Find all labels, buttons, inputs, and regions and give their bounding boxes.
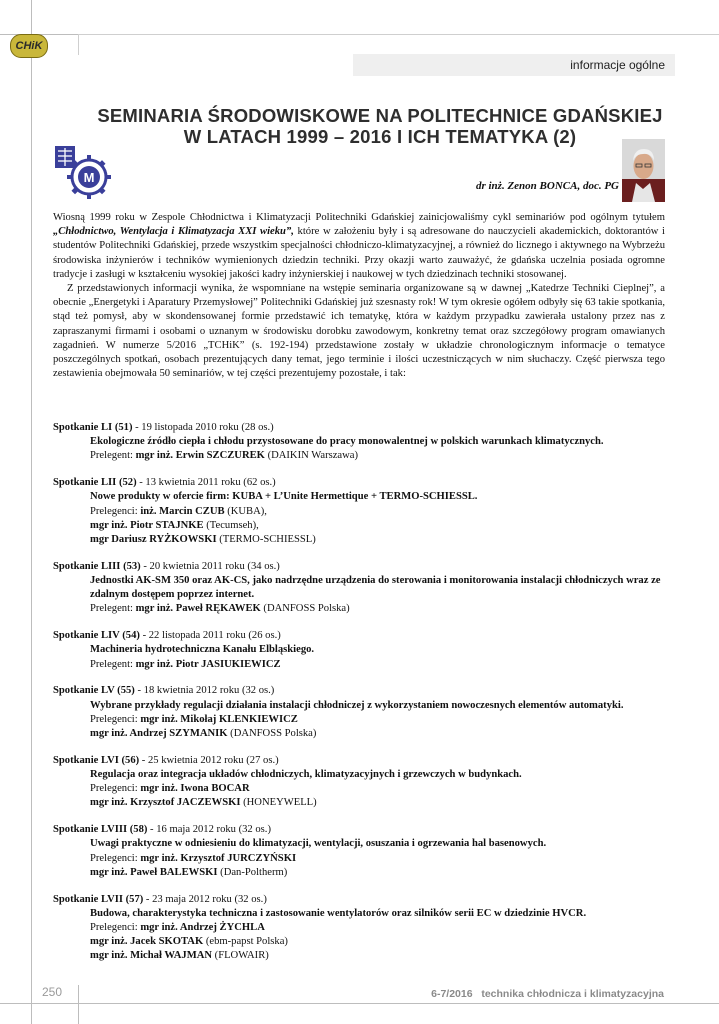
- seminar-date: - 22 listopada 2011 roku (26 os.): [139, 630, 281, 642]
- margin-rule: [31, 0, 32, 1024]
- speaker-name: mgr inż. Erwin SZCZUREK: [135, 450, 265, 462]
- seminar-speaker: [53, 519, 673, 533]
- speaker-name: mgr inż. Paweł BALEWSKI: [90, 866, 218, 878]
- speaker-organization: (Dan-Poltherm): [217, 866, 288, 878]
- seminar-entry: [53, 476, 673, 547]
- seminar-date: - 19 listopada 2010 roku (28 os.): [132, 422, 274, 433]
- intro-paragraph-1: Wiosną 1999 roku w Zespole Chłodnictwa i Klimatyzacji Politechniki Gdańskiej zainicjowaliśmy cykl seminariów pod ogólnym tytułem „Chłodnictwo, Wentylacja i Klimatyzacja XXI wieku”, które w założeniu były i są adresowane do nauczycieli akademickich, doktorantów i studentów Politechniki Gdańskiej, przede wszystkim specjalności chłodniczo-klimatyzacyjnej, a również do licznego i aktywnego na Wybrzeżu środowiska inżynierów i techników wymienionych dziedzin techniki. Przy okazji warto zauważyć, że gdańska uczelnia posiada ogromne tradycje i zasługi w kształceniu wysokiej jakości kadry inżynierskiej i naukowej w tych dziedzinach techniki stosowanej.: [53, 212, 665, 280]
- seminar-number: Spotkanie LV (55): [53, 685, 135, 697]
- seminar-speaker: [53, 782, 673, 796]
- seminar-speaker: [53, 852, 673, 866]
- seminar-heading: [53, 684, 673, 698]
- seminar-date: - 13 kwietnia 2011 roku (62 os.): [136, 477, 276, 489]
- department-logo: [53, 143, 117, 203]
- footer-margin-rule: [78, 985, 79, 1024]
- seminar-speaker: [53, 713, 673, 727]
- seminar-number: Spotkanie LII (52): [53, 477, 137, 489]
- seminar-heading: [53, 421, 673, 435]
- seminar-number: Spotkanie LI (51): [53, 422, 133, 433]
- speaker-organization: (ebm-papst Polska): [203, 936, 288, 948]
- seminar-topic: Wybrane przykłady regulacji działania instalacji chłodniczej z wykorzystaniem nowoczesnych elementów automatyki.: [90, 699, 624, 711]
- article-title-line-1: SEMINARIA ŚRODOWISKOWE NA POLITECHNICE GDAŃSKIEJ: [97, 105, 663, 126]
- seminar-speaker: [53, 796, 673, 810]
- speaker-organization: (TERMO-SCHIESSL): [216, 534, 316, 546]
- speaker-name: inż. Marcin CZUB: [140, 505, 225, 517]
- seminar-entry: [53, 421, 673, 464]
- seminar-heading: [53, 560, 673, 574]
- seminar-topic: Uwagi praktyczne w odniesieniu do klimatyzacji, wentylacji, osuszania i ogrzewania hal basenowych.: [90, 838, 547, 850]
- seminar-entry: [53, 754, 673, 811]
- article-title-line-2: W LATACH 1999 – 2016 I ICH TEMATYKA (2): [183, 126, 577, 147]
- page-number: 250: [42, 985, 63, 999]
- svg-text:M: M: [83, 170, 95, 185]
- seminar-heading: [53, 476, 673, 490]
- seminar-entry: [53, 560, 673, 617]
- seminar-date: - 18 kwietnia 2012 roku (32 os.): [134, 685, 275, 697]
- seminar-speaker: [53, 935, 673, 949]
- header-band: [78, 34, 719, 55]
- intro-paragraph-2: Z przedstawionych informacji wynika, że wspomniane na wstępie seminaria organizowane są w dawnej „Katedrze Techniki Cieplnej”, a obecnie „Energetyki i Aparatury Przemysłowej” Politechniki Gdańskiej już szesnasty rok! W tym okresie ogółem odbyły się 63 takie spotkania, stąd też pomysł, aby w skondensowanej formie przedstawić ich tematykę, która w każdym przypadku zawierała ustalony przez nas z zapraszanymi firmami i osobami o uznanym w środowisku dorobku zawodowym, konkretny temat oraz szczegółowy program omawianych zagadnień. W numerze 5/2016 „TCHiK” (s. 192-194) przedstawione zostały w układzie chronologicznym informacje o tematyce poszczególnych spotkań, osobach prezentujących dany temat, jego terminie i ilości uczestniczących w nim słuchaczy. Część pierwsza tego zestawienia obejmowała 50 seminariów, w tej części prezentujemy pozostałe, i tak:: [53, 283, 665, 380]
- speaker-name: mgr inż. Mikołaj KLENKIEWICZ: [140, 713, 298, 725]
- speaker-organization: (DANFOSS Polska): [227, 728, 317, 740]
- speaker-name: mgr inż. Michał WAJMAN: [90, 950, 213, 962]
- speaker-label: Prelegent:: [90, 658, 136, 670]
- speaker-name: mgr inż. Paweł RĘKAWEK: [135, 603, 261, 615]
- seminar-date: - 25 kwietnia 2012 roku (27 os.): [139, 754, 279, 766]
- speaker-name: mgr inż. Andrzej SZYMANIK: [90, 728, 228, 740]
- seminar-speaker: [53, 505, 673, 519]
- seminar-entry: [53, 629, 673, 672]
- seminar-speaker: [53, 602, 673, 616]
- author-name: dr inż. Zenon BONCA, doc. PG: [475, 180, 619, 192]
- speaker-organization: (Tecumseh),: [203, 519, 259, 531]
- author-photo: [622, 139, 665, 202]
- speaker-label: Prelegenci:: [90, 713, 141, 725]
- seminar-entry: [53, 684, 673, 741]
- speaker-organization: (DAIKIN Warszawa): [264, 450, 358, 462]
- speaker-organization: (HONEYWELL): [240, 797, 317, 809]
- seminar-topic: Regulacja oraz integracja układów chłodniczych, klimatyzacyjnych i grzewczych w budynkach.: [90, 769, 522, 781]
- seminar-date: - 23 maja 2012 roku (32 os.): [143, 893, 267, 905]
- seminar-entry: [53, 823, 673, 880]
- seminar-speaker: [53, 727, 673, 741]
- speaker-name: mgr inż. Iwona BOCAR: [140, 783, 250, 795]
- speaker-name: mgr inż. Krzysztof JACZEWSKI: [90, 797, 241, 809]
- seminar-date: - 20 kwietnia 2011 roku (34 os.): [140, 560, 280, 572]
- seminar-speaker: [53, 866, 673, 880]
- seminar-entry: [53, 893, 673, 964]
- seminar-heading: [53, 754, 673, 768]
- speaker-name: mgr inż. Krzysztof JURCZYŃSKI: [140, 852, 297, 864]
- speaker-name: mgr inż. Piotr STAJNKE: [90, 519, 204, 531]
- seminar-number: Spotkanie LIV (54): [53, 630, 140, 642]
- article-intro: [53, 211, 665, 381]
- seminar-date: - 16 maja 2012 roku (32 os.): [147, 824, 271, 836]
- speaker-name: mgr inż. Piotr JASIUKIEWICZ: [135, 658, 281, 670]
- speaker-name: mgr inż. Jacek SKOTAK: [90, 936, 204, 948]
- seminar-speaker: [53, 533, 673, 547]
- speaker-label: Prelegenci:: [90, 505, 141, 517]
- speaker-label: Prelegent:: [90, 450, 136, 462]
- speaker-name: mgr inż. Andrzej ŻYCHLA: [140, 922, 265, 934]
- seminar-number: Spotkanie LVIII (58): [53, 824, 148, 836]
- speaker-organization: (FLOWAIR): [212, 950, 269, 962]
- seminar-number: Spotkanie LVII (57): [53, 893, 144, 905]
- footer-rule: [0, 1003, 719, 1004]
- seminar-topic: Ekologiczne źródło ciepła i chłodu przystosowane do pracy monowalentnej w polskich warunkach klimatycznych.: [90, 436, 604, 448]
- seminar-speaker: [53, 921, 673, 935]
- seminar-heading: [53, 893, 673, 907]
- seminar-number: Spotkanie LIII (53): [53, 560, 141, 572]
- journal-logo: CHiK: [10, 34, 48, 58]
- section-label: informacje ogólne: [353, 54, 675, 76]
- speaker-label: Prelegenci:: [90, 852, 141, 864]
- seminar-topic: Budowa, charakterystyka techniczna i zastosowanie wentylatorów oraz silników serii EC w dziedzinie HVCR.: [90, 907, 587, 919]
- seminar-heading: [53, 629, 673, 643]
- seminar-list: [53, 421, 673, 976]
- speaker-label: Prelegent:: [90, 603, 136, 615]
- seminar-topic: Nowe produkty w ofercie firm: KUBA + L’Unite Hermettique + TERMO-SCHIESSL.: [90, 491, 478, 503]
- seminar-speaker: [53, 949, 673, 963]
- seminar-speaker: [53, 658, 673, 672]
- seminar-heading: [53, 823, 673, 837]
- speaker-name: mgr Dariusz RYŻKOWSKI: [90, 534, 217, 546]
- seminar-topic: Machineria hydrotechniczna Kanału Elbląskiego.: [90, 644, 315, 656]
- speaker-organization: (KUBA),: [224, 505, 267, 517]
- journal-footer: 6-7/2016 technika chłodnicza i klimatyzacyjna: [431, 988, 664, 1000]
- speaker-organization: (DANFOSS Polska): [260, 603, 350, 615]
- seminar-number: Spotkanie LVI (56): [53, 754, 140, 766]
- seminar-speaker: [53, 449, 673, 463]
- speaker-label: Prelegenci:: [90, 783, 141, 795]
- speaker-label: Prelegenci:: [90, 922, 141, 934]
- seminar-topic: Jednostki AK-SM 350 oraz AK-CS, jako nadrzędne urządzenia do sterowania i monitorowania instalacji chłodniczych wraz ze zdalnym dostępem poprzez internet.: [90, 575, 661, 601]
